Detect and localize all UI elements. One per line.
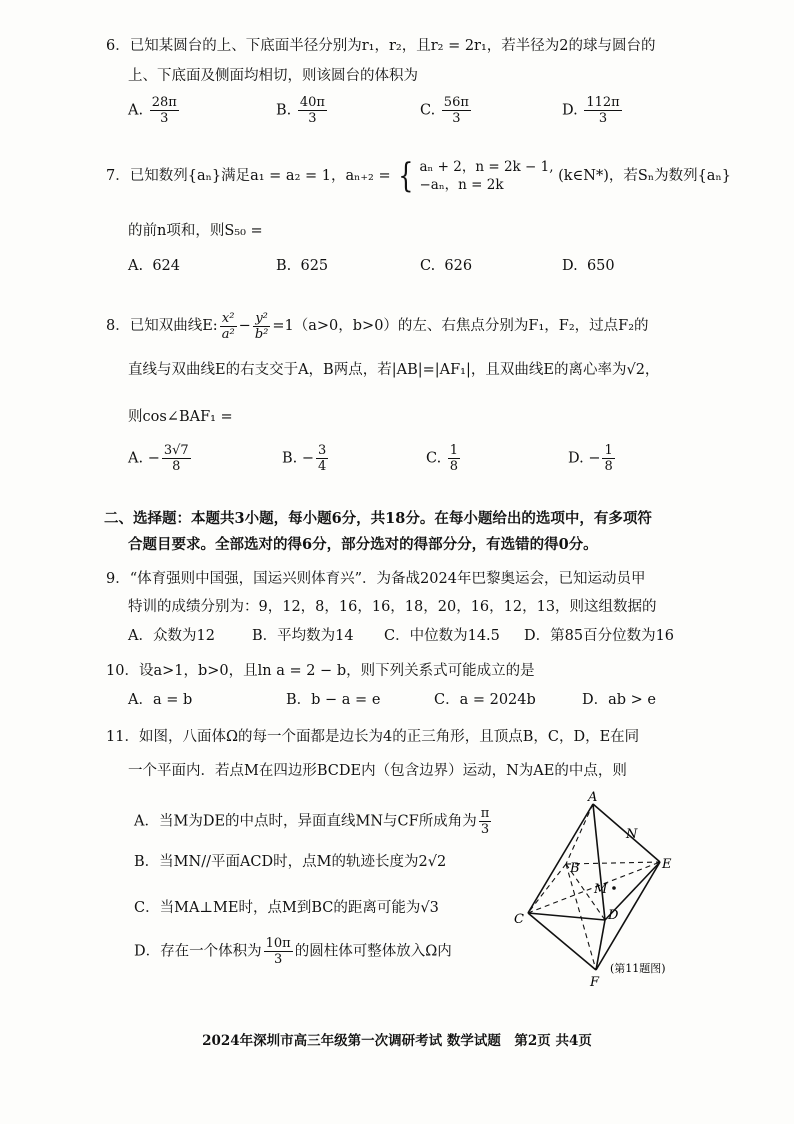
edge-ab	[566, 804, 593, 864]
q11-option-a: A．当M为DE的中点时，异面直线MN与CF所成角为 $\frac{\pi}{3}$	[134, 806, 490, 837]
q8-option-c: C. $\frac{1}{8}$	[426, 443, 459, 474]
label-n: N	[626, 827, 638, 842]
q7-option-c: C. 626	[420, 258, 473, 274]
q7-option-a: A. 624	[128, 258, 180, 274]
q11-stem-line2: 一个平面内．若点M在四边形BCDE内（包含边界）运动，N为AE的中点，则	[128, 763, 627, 779]
q9-stem-line1: 9．“体育强则中国强，国运兴则体育兴”．为备战2024年巴黎奥运会，已知运动员甲	[106, 571, 646, 587]
q6-option-a: A. $\frac{28\pi}{3}$	[128, 95, 177, 126]
q10-stem: 10．设a>1，b>0，且ln a = 2 − b，则下列关系式可能成立的是	[106, 663, 535, 679]
section2-heading-line1: 二、选择题：本题共3小题，每小题6分，共18分。在每小题给出的选项中，有多项符	[104, 510, 652, 527]
edge-be	[566, 862, 660, 864]
q9-option-a: A．众数为12	[128, 628, 215, 644]
q7-option-d: D. 650	[562, 258, 615, 274]
q10-option-b: B．b − a = e	[286, 692, 381, 708]
label-m: M	[594, 882, 608, 897]
q8-stem-line2: 直线与双曲线E的右支交于A，B两点，若|AB|=|AF₁|，且双曲线E的离心率为√2，	[128, 362, 660, 378]
edge-ac	[528, 804, 593, 913]
q6-stem-line2: 上、下底面及侧面均相切，则该圆台的体积为	[128, 68, 418, 84]
label-f: F	[590, 975, 600, 990]
q7-stem-line1: 7．已知数列{aₙ}满足a₁ = a₂ = 1，aₙ₊₂ = { aₙ + 2，n = 2k − 1, −aₙ，n = 2k (k∈N*)，若Sₙ为数列{aₙ}	[106, 156, 731, 196]
label-d: D	[608, 908, 619, 923]
section2-heading-line2: 合题目要求。全部选对的得6分，部分选对的得部分分，有选错的得0分。	[128, 536, 598, 553]
q8-stem-line1: 8．已知双曲线E: $\frac{\text{x²}}{\text{a²}}$ − $\frac{\text{y²}}{\text{b²}}$ =1（a>0，b>0）的左、右焦点分别为F₁，F₂，过点F₂的	[106, 310, 649, 342]
q11-option-d: D．存在一个体积为 $\frac{10\pi}{3}$ 的圆柱体可整体放入Ω内	[134, 936, 452, 967]
q8-option-a: A. − $\frac{3√7}{8}$	[128, 443, 189, 474]
q6-option-b: B. $\frac{40\pi}{3}$	[276, 95, 325, 126]
edge-cf	[528, 913, 596, 970]
q10-option-a: A．a = b	[128, 692, 193, 708]
label-b: B	[570, 861, 580, 876]
q6-option-d: D. $\frac{112\pi}{3}$	[562, 95, 620, 126]
q11-option-b: B．当MN//平面ACD时，点M的轨迹长度为2√2	[134, 854, 447, 870]
q8-option-d: D. − $\frac{1}{8}$	[568, 443, 613, 474]
q7-option-b: B. 625	[276, 258, 329, 274]
figure-caption: (第11题图)	[610, 962, 666, 975]
point-m	[612, 886, 616, 890]
label-e: E	[662, 857, 672, 872]
q10-option-d: D．ab > e	[582, 692, 657, 708]
edge-ef	[596, 862, 660, 970]
q6-option-c: C. $\frac{56\pi}{3}$	[420, 95, 469, 126]
page-footer: 2024年深圳市高三年级第一次调研考试 数学试题 第2页 共4页	[202, 1033, 592, 1049]
q8-option-b: B. − $\frac{3}{4}$	[282, 443, 327, 474]
q11-option-c: C．当MA⊥ME时，点M到BC的距离可能为√3	[134, 900, 439, 916]
octahedron-figure	[500, 790, 700, 990]
q11-stem-line1: 11．如图，八面体Ω的每一个面都是边长为4的正三角形，且顶点B，C，D，E在同	[106, 729, 640, 745]
q10-option-c: C．a = 2024b	[434, 692, 536, 708]
label-c: C	[514, 912, 524, 927]
q9-option-b: B．平均数为14	[252, 628, 354, 644]
edge-ad	[593, 804, 605, 920]
q6-stem-line1: 6．已知某圆台的上、下底面半径分别为r₁，r₂，且r₂ = 2r₁，若半径为2的球与圆台的	[106, 38, 656, 54]
q8-stem-line3: 则cos∠BAF₁ =	[128, 409, 233, 425]
q9-option-d: D．第85百分位数为16	[524, 628, 675, 644]
label-a: A	[588, 790, 598, 805]
q9-option-c: C．中位数为14.5	[384, 628, 500, 644]
q7-stem-line2: 的前n项和，则S₅₀ =	[128, 223, 263, 239]
edge-cd	[528, 913, 605, 920]
q9-stem-line2: 特训的成绩分别为：9，12，8，16，16，18，20，16，12，13，则这组数据的	[128, 599, 657, 615]
